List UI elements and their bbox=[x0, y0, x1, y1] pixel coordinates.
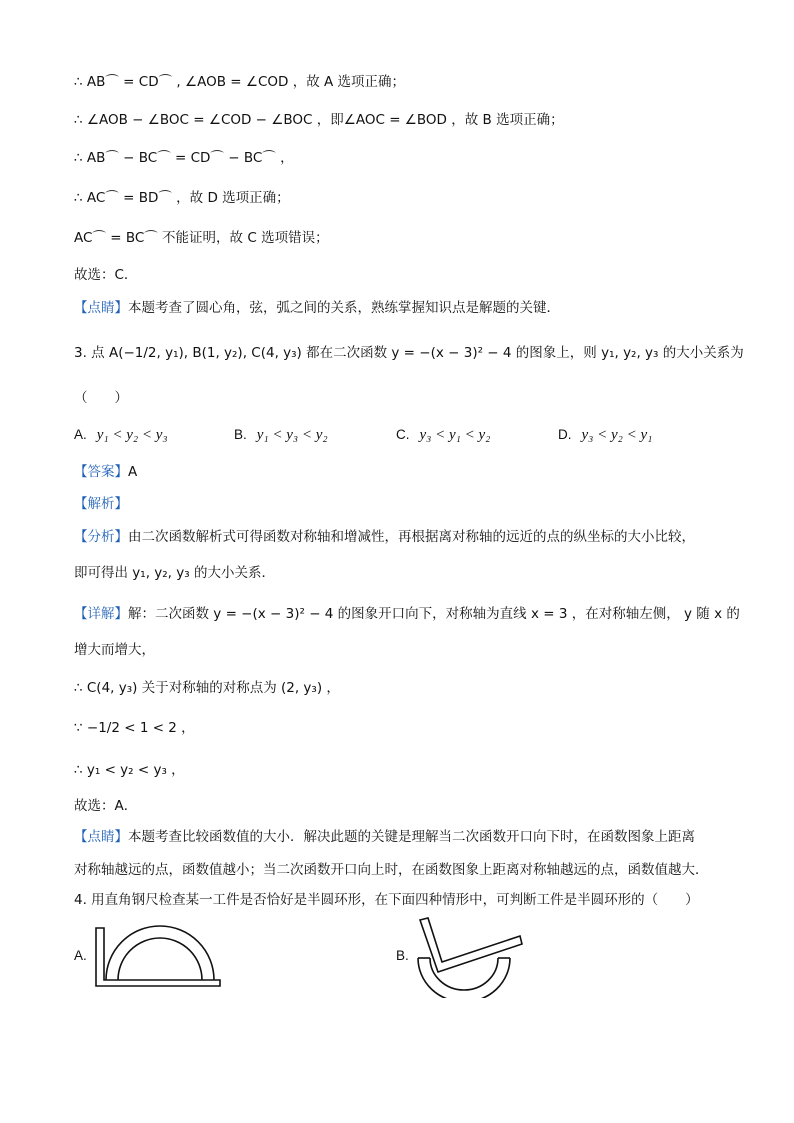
option-c bbox=[396, 427, 490, 444]
fenxi-text-1: 由二次函数解析式可得函数对称轴和增减性，再根据离对称轴的远近的点的纵坐标的大小比较， bbox=[128, 529, 695, 545]
figure-a bbox=[92, 924, 232, 994]
figure-a-label: A. bbox=[74, 948, 87, 963]
option-c-label: C. bbox=[396, 427, 410, 442]
comment-2-line-1 bbox=[74, 827, 695, 847]
xiangjie-line-4: ∵ −1/2 < 1 < 2 ， bbox=[74, 720, 195, 736]
solution-line-6: 故选：C． bbox=[74, 267, 138, 283]
option-a bbox=[74, 427, 168, 444]
xiangjie-tag: 【详解】 bbox=[74, 606, 128, 622]
figure-b-label: B. bbox=[396, 948, 409, 963]
solution-line-4: ∴ AC⌒ = BD⌒ ，故 D 选项正确； bbox=[74, 190, 290, 206]
answer-text: A bbox=[128, 464, 138, 480]
solution-line-2: ∴ ∠AOB − ∠BOC = ∠COD − ∠BOC ，即∠AOC = ∠BOD ，故 B 选项正确； bbox=[74, 112, 564, 128]
fenxi-tag: 【分析】 bbox=[74, 529, 128, 545]
option-a-text: y₁ < y₂ < y₃ bbox=[96, 427, 168, 443]
option-a-label: A. bbox=[74, 427, 87, 442]
option-d-label: D. bbox=[558, 427, 572, 442]
comment-2-line-2: 对称轴越远的点，函数值越小；当二次函数开口向上时，在函数图象上距离对称轴越远的点，函数值越大． bbox=[74, 862, 709, 878]
analysis-tag: 【解析】 bbox=[74, 496, 128, 512]
figure-b bbox=[414, 914, 534, 998]
option-b bbox=[234, 427, 328, 444]
xiangjie-line-5: ∴ y₁ < y₂ < y₃ ， bbox=[74, 762, 185, 778]
fenxi-line-1 bbox=[74, 527, 695, 547]
option-d bbox=[558, 427, 652, 444]
analysis-heading bbox=[74, 494, 128, 514]
comment-text: 本题考查了圆心角，弦，弧之间的关系，熟练掌握知识点是解题的关键． bbox=[128, 300, 560, 316]
fenxi-line-2: 即可得出 y₁, y₂, y₃ 的大小关系． bbox=[74, 565, 275, 581]
figure-a-ring-inner bbox=[118, 938, 202, 980]
option-d-text: y₃ < y₂ < y₁ bbox=[581, 427, 653, 443]
xiangjie-line-6: 故选：A． bbox=[74, 798, 138, 814]
option-c-text: y₃ < y₁ < y₂ bbox=[419, 427, 491, 443]
answer-tag: 【答案】 bbox=[74, 464, 128, 480]
comment-2-text-1: 本题考查比较函数值的大小．解决此题的关键是理解当二次函数开口向下时，在函数图象上距离 bbox=[128, 829, 695, 845]
xiangjie-text-1: 解：二次函数 y = −(x − 3)² − 4 的图象开口向下，对称轴为直线 x = 3 ，在对称轴左侧， y 随 x 的 bbox=[128, 606, 740, 622]
figure-b-ruler bbox=[420, 918, 522, 972]
option-b-text: y₁ < y₃ < y₂ bbox=[256, 427, 328, 443]
question-4-stem: 4. 用直角钢尺检查某一工件是否恰好是半圆环形，在下面四种情形中，可判断工件是半圆环形的（ ） bbox=[74, 892, 699, 908]
solution-line-3: ∴ AB⌒ − BC⌒ = CD⌒ − BC⌒ ， bbox=[74, 150, 294, 166]
comment-2-tag: 【点睛】 bbox=[74, 829, 128, 845]
answer bbox=[74, 462, 137, 482]
solution-line-5: AC⌒ = BC⌒ 不能证明，故 C 选项错误； bbox=[74, 230, 329, 246]
question-3-paren: （ ） bbox=[74, 390, 128, 406]
comment-1 bbox=[74, 298, 560, 318]
xiangjie-line-1 bbox=[74, 604, 740, 624]
option-b-label: B. bbox=[234, 427, 247, 442]
comment-tag: 【点睛】 bbox=[74, 300, 128, 316]
solution-line-1: ∴ AB⌒ = CD⌒ , ∠AOB = ∠COD ，故 A 选项正确； bbox=[74, 74, 406, 90]
xiangjie-line-3: ∴ C(4, y₃) 关于对称轴的对称点为 (2, y₃) ， bbox=[74, 680, 340, 696]
figure-a-ring-outer bbox=[106, 926, 214, 980]
question-3-stem: 3. 点 A(−1/2, y₁), B(1, y₂), C(4, y₃) 都在二次函数 y = −(x − 3)² − 4 的图象上，则 y₁, y₂, y₃ 的大小关系为 bbox=[74, 345, 744, 361]
xiangjie-line-2: 增大而增大， bbox=[74, 642, 155, 658]
